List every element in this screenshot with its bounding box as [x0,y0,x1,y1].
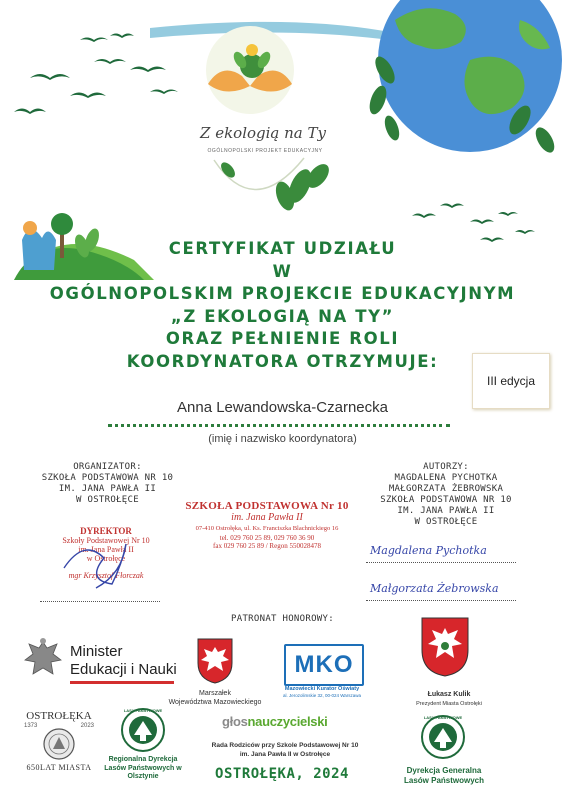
mazowsze-coat-of-arms-icon [196,637,234,685]
director-stamp-title: DYREKTOR [80,526,132,536]
dglp-ring-text: LASY PAŃSTWOWE [423,715,463,720]
project-logo-script: Z ekologią na Ty [200,124,326,142]
mko-line-2: al. Jerozolimskie 32, 00-024 Warszawa [282,692,362,698]
marszalek-line-1: Marszałek [199,690,231,697]
authors-block [356,462,536,528]
director-stamp-line-3: w Ostrołęce [86,554,126,563]
title-line-1: CERTYFIKAT UDZIAŁU [168,239,397,258]
director-signature-icon [60,528,140,600]
organizer-line-1: SZKOŁA PODSTAWOWA NR 10 [41,473,174,483]
glos-part-2: nauczycielski [247,714,328,729]
authors-heading: AUTORZY: [423,462,469,472]
title-line-4: „Z EKOLOGIĄ NA TY” [170,306,395,326]
parent-council [200,741,370,759]
city-year-2: 2023 [80,723,94,729]
place-date: OSTROŁĘKA, 2024 [215,766,349,782]
birds-right-icon [412,204,535,243]
earth-globe-icon [378,0,562,152]
authors-line-4: IM. JANA PAWŁA II [397,506,495,516]
glos-part-1: głos [222,714,248,729]
polish-eagle-emblem-icon [22,636,64,684]
mko-line-1: Mazowiecki Kurator Oświaty [284,686,360,692]
author-signature-2: Małgorzata Żebrowska [370,582,499,595]
organizer-signature-line [40,601,160,602]
organizer-heading: ORGANIZATOR: [73,462,142,472]
mayor-line-2: Prezydent Miasta Ostrołęki [416,700,482,707]
marszalek-line-2: Województwa Mazowieckiego [168,698,262,706]
title-line-3: OGÓLNOPOLSKIM PROJEKCIE EDUKACYJNYM [49,284,516,303]
minister-logo-text [70,643,177,679]
minister-line-1: Minister [70,643,123,660]
school-stamp-line-2: im. Jana Pawła II [231,512,303,523]
authors-line-3: SZKOŁA PODSTAWOWA NR 10 [380,495,512,505]
birds-left-icon [14,34,178,115]
organizer-line-2: IM. JANA PAWŁA II [58,484,157,494]
lasy-panstwowe-general-logo-icon [420,714,466,760]
authors-line-5: W OSTROŁĘCE [414,517,478,527]
city-year-1: 1373 [24,723,38,729]
dglp-line-1: Dyrekcja Generalna [406,766,482,775]
mko-logo: MKO [284,644,364,686]
edition-label: III edycja [486,374,536,388]
leaves-wreath-icon [218,160,333,213]
school-stamp-line-3: 07-410 Ostrołęka, ul. Ks. Franciszka Blachnickiego 16 [195,525,339,532]
city-logo-title: OSTROŁĘKA [26,710,92,722]
director-stamp-name: mgr Krzysztof Fłorczak [68,571,144,580]
title-line-6: KOORDYNATORA OTRZYMUJE: [126,351,439,371]
organizer-block [20,462,195,506]
rdlp-label [90,756,196,782]
rdlp-line-1: Regionalna Dyrekcja [108,756,178,763]
dglp-label [392,766,496,786]
rdlp-line-2: Lasów Państwowych w Olsztynie [104,764,182,780]
project-logo-subtitle: OGÓLNOPOLSKI PROJEKT EDUKACYJNY [207,148,323,154]
school-stamp-line-5: fax 029 760 25 89 / Regon 550028478 [213,542,321,550]
lasy-panstwowe-olsztyn-logo-icon [120,707,166,753]
council-line-1: Rada Rodziców przy Szkole Podstawowej Nr 10 [211,742,359,749]
rdlp-ring-text: LASY PAŃSTWOWE [123,708,163,713]
title-line-2: W [272,261,293,281]
mayor-line-1: Łukasz Kulik [427,691,471,698]
patronage-heading: PATRONAT HONOROWY: [231,614,334,624]
author-signature-line-2 [366,600,516,601]
minister-line-2: Edukacji i Nauki [70,661,177,678]
author-signature-1: Magdalena Pychotka [370,544,487,557]
school-stamp-line-4: tel. 029 760 25 89, 029 760 36 90 [219,534,315,542]
dglp-line-2: Lasów Państwowych [403,776,485,785]
city-logo-bottom: 650LAT MIASTA [26,763,92,772]
minister-red-bar [70,681,174,684]
school-stamp [172,500,362,550]
name-dotted-line [108,424,450,427]
school-stamp-line-1: SZKOŁA PODSTAWOWA Nr 10 [185,500,349,512]
director-stamp-line-2: im. Jana Pawła II [78,545,134,554]
hands-plant-logo-icon [206,26,294,114]
mko-label [276,686,368,699]
authors-line-1: MAGDALENA PYCHOTKA [394,473,498,483]
recipient-name: Anna Lewandowska-Czarnecka [177,399,388,416]
organizer-line-3: W OSTROŁĘCE [76,495,139,505]
authors-line-2: MAŁGORZATA ŻEBROWSKA [388,484,504,494]
recipient-name-hint: (imię i nazwisko koordynatora) [208,433,357,445]
author-signature-line-1 [366,562,516,563]
council-line-2: im. Jana Pawła II w Ostrołęce [239,751,331,758]
mayor-label [404,691,494,708]
title-line-5: ORAZ PEŁNIENIE ROLI [165,329,400,348]
city-seal-icon [42,727,76,761]
director-stamp-line-1: Szkoły Podstawowej Nr 10 [62,536,150,545]
ostroleka-coat-of-arms-icon [420,616,470,678]
marszalek-label [160,690,270,707]
glos-nauczycielski-logo [222,714,327,729]
